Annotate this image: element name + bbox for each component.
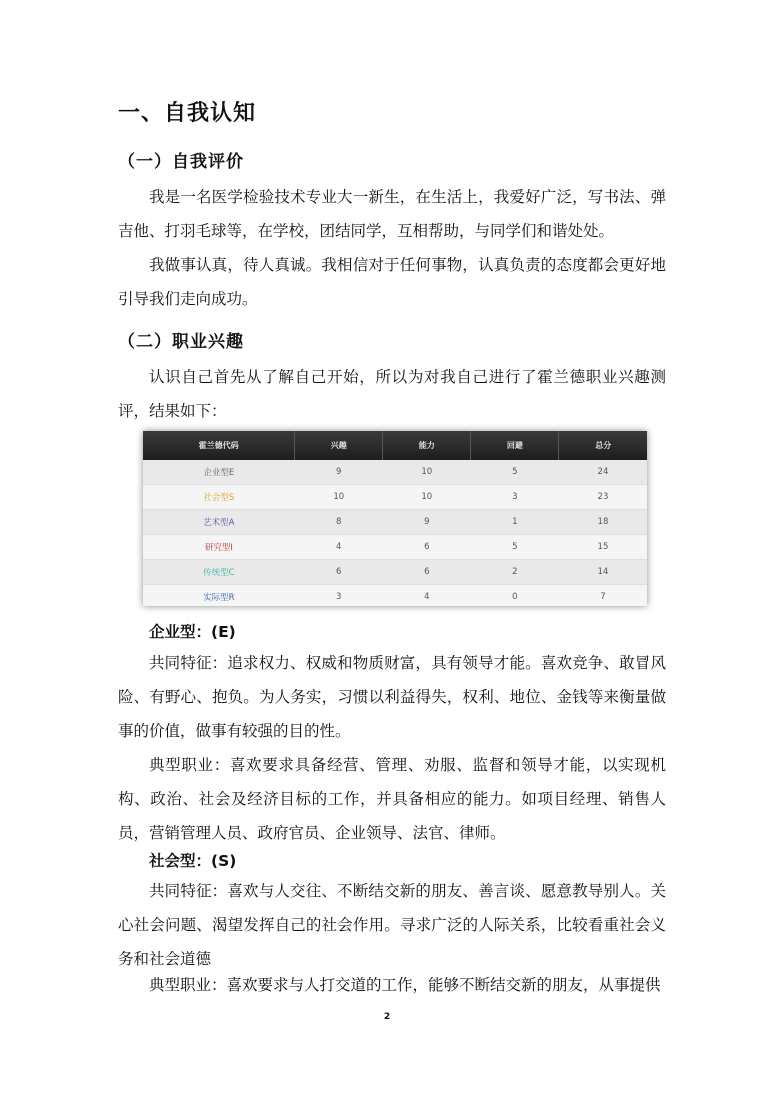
- enterprise-jobs-paragraph: 典型职业：喜欢要求具备经营、管理、劝服、监督和领导才能，以实现机构、政治、社会及经济目标的工作，并具备相应的能力。如项目经理、销售人员，营销管理人员、政府官员、企业领导、法官、律师。: [118, 756, 666, 842]
- self-evaluation-paragraph-1: 我是一名医学检验技术专业大一新生，在生活上，我爱好广泛，写书法、弹吉他、打羽毛球等，在学校，团结同学，互相帮助，与同学们和谐处处。: [118, 188, 666, 240]
- total-cell: 14: [559, 560, 647, 585]
- table-row: [143, 560, 647, 585]
- header-ability: 能力: [383, 431, 471, 460]
- code-cell: 传统型C: [143, 560, 295, 585]
- holland-results-table: [143, 431, 647, 606]
- interest-cell: 9: [295, 460, 383, 485]
- ability-cell: 10: [383, 485, 471, 510]
- code-cell: 艺术型A: [143, 510, 295, 535]
- avoid-cell: 5: [471, 460, 559, 485]
- ability-cell: 6: [383, 535, 471, 560]
- code-cell: 实际型R: [143, 585, 295, 607]
- code-cell: 企业型E: [143, 460, 295, 485]
- enterprise-type-heading: 企业型：(E): [149, 623, 236, 641]
- table-header-row: [143, 431, 647, 460]
- total-cell: 7: [559, 585, 647, 607]
- code-cell: 社会型S: [143, 485, 295, 510]
- code-cell: 研究型I: [143, 535, 295, 560]
- table-row: [143, 460, 647, 485]
- header-code: 霍兰德代码: [143, 431, 295, 460]
- section-title: 一、自我认知: [118, 101, 257, 126]
- enterprise-traits-paragraph: 共同特征：追求权力、权威和物质财富，具有领导才能。喜欢竞争、敢冒风险、有野心、抱负。为人务实，习惯以利益得失，权利、地位、金钱等来衡量做事的价值，做事有较强的目的性。: [118, 654, 666, 740]
- ability-cell: 9: [383, 510, 471, 535]
- self-evaluation-paragraph-2: 我做事认真，待人真诚。我相信对于任何事物，认真负责的态度都会更好地引导我们走向成功。: [118, 256, 666, 308]
- ability-cell: 6: [383, 560, 471, 585]
- total-cell: 15: [559, 535, 647, 560]
- header-avoid: 回避: [471, 431, 559, 460]
- interest-cell: 6: [295, 560, 383, 585]
- total-cell: 23: [559, 485, 647, 510]
- header-interest: 兴趣: [295, 431, 383, 460]
- subsection-title-self-evaluation: （一）自我评价: [118, 152, 244, 172]
- avoid-cell: 0: [471, 585, 559, 607]
- social-jobs-paragraph: 典型职业：喜欢要求与人打交道的工作，能够不断结交新的朋友，从事提供: [149, 976, 661, 994]
- ability-cell: 4: [383, 585, 471, 607]
- page-number: 2: [383, 1012, 391, 1022]
- avoid-cell: 2: [471, 560, 559, 585]
- career-interest-intro: 认识自己首先从了解自己开始，所以为对我自己进行了霍兰德职业兴趣测评，结果如下：: [118, 368, 666, 420]
- interest-cell: 10: [295, 485, 383, 510]
- header-total: 总分: [559, 431, 647, 460]
- social-type-heading: 社会型：(S): [149, 852, 237, 870]
- avoid-cell: 1: [471, 510, 559, 535]
- total-cell: 18: [559, 510, 647, 535]
- table-row: [143, 510, 647, 535]
- table-row: [143, 585, 647, 607]
- table-row: [143, 535, 647, 560]
- social-traits-paragraph: 共同特征：喜欢与人交往、不断结交新的朋友、善言谈、愿意教导别人。关心社会问题、渴望发挥自己的社会作用。寻求广泛的人际关系，比较看重社会义务和社会道德: [118, 882, 666, 968]
- interest-cell: 3: [295, 585, 383, 607]
- interest-cell: 8: [295, 510, 383, 535]
- interest-cell: 4: [295, 535, 383, 560]
- avoid-cell: 5: [471, 535, 559, 560]
- total-cell: 24: [559, 460, 647, 485]
- subsection-title-career-interest: （二）职业兴趣: [118, 332, 244, 352]
- table-row: [143, 485, 647, 510]
- avoid-cell: 3: [471, 485, 559, 510]
- ability-cell: 10: [383, 460, 471, 485]
